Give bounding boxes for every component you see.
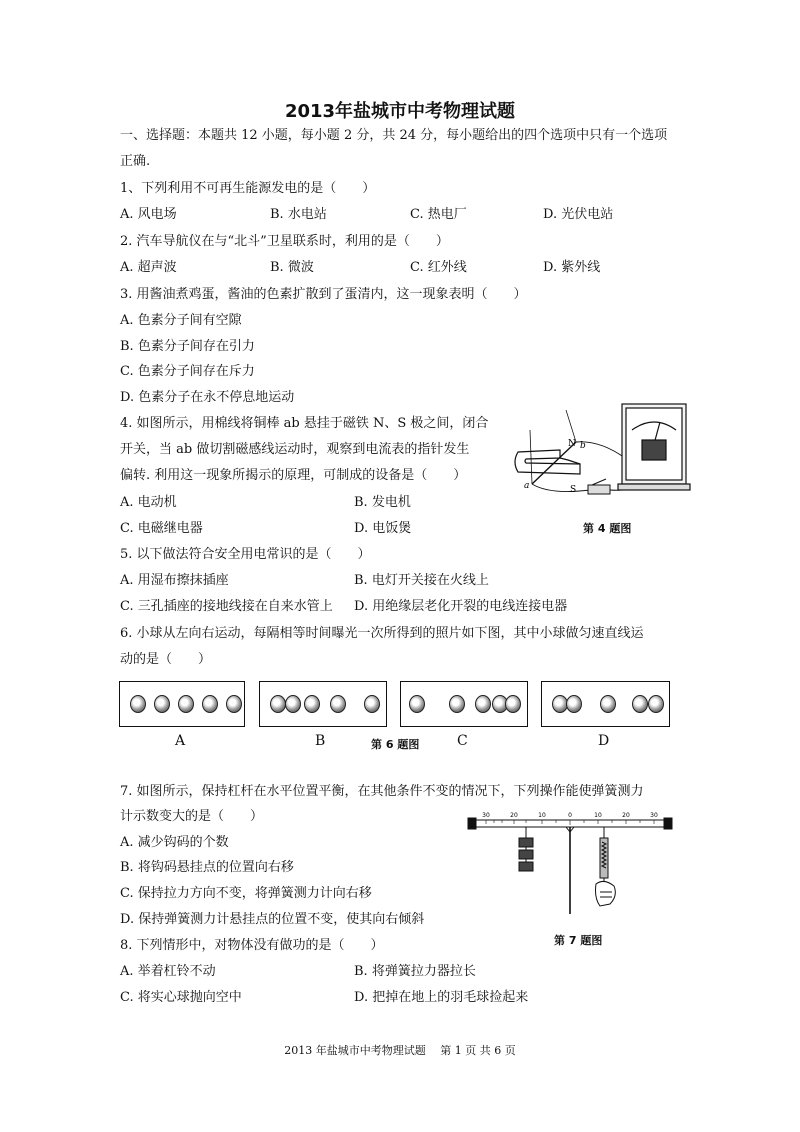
scale-label: 20 (510, 812, 518, 819)
ball (364, 695, 380, 713)
q7-stem-line-2: 计示数变大的是（ ） (120, 809, 264, 824)
q7-option-a: A. 减少钩码的个数 (120, 835, 229, 850)
ball (409, 695, 425, 713)
label-n: N (568, 439, 576, 449)
q3-option-a: A. 色素分子间有空隙 (120, 313, 242, 328)
q5-option-d: D. 用绝缘层老化开裂的电线连接电器 (354, 599, 568, 614)
q2-option-c: C. 红外线 (410, 260, 467, 275)
ball (600, 695, 616, 713)
q4-stem-line-3: 偏转. 利用这一现象所揭示的原理，可制成的设备是（ ） (120, 468, 467, 483)
q7-option-d: D. 保持弹簧测力计悬挂点的位置不变，使其向右倾斜 (120, 912, 425, 927)
q6-frame-d (541, 681, 670, 727)
q4-stem-line-1: 4. 如图所示，用棉线将铜棒 ab 悬挂于磁铁 N、S 极之间，闭合 (120, 416, 489, 431)
ball (178, 695, 194, 713)
q2-option-b: B. 微波 (270, 260, 314, 275)
q8-option-c: C. 将实心球抛向空中 (120, 990, 242, 1005)
ball (226, 695, 242, 713)
ball (154, 695, 170, 713)
spring-scale (596, 827, 616, 906)
q7-option-c: C. 保持拉力方向不变，将弹簧测力计向右移 (120, 886, 372, 901)
q2-option-a: A. 超声波 (120, 260, 177, 275)
q1-option-c: C. 热电厂 (410, 207, 467, 222)
q5-option-a: A. 用湿布擦抹插座 (120, 573, 229, 588)
q6-caption: 第 6 题图 (371, 738, 420, 751)
label-a: a (524, 481, 530, 491)
q3-stem: 3. 用酱油煮鸡蛋，酱油的色素扩散到了蛋清内，这一现象表明（ ） (120, 287, 527, 302)
q3-option-b: B. 色素分子间存在引力 (120, 339, 255, 354)
q4-option-b: B. 发电机 (354, 495, 411, 510)
q1-option-d: D. 光伏电站 (543, 207, 614, 222)
scale-label: 30 (482, 812, 490, 819)
ball (449, 695, 465, 713)
ball (285, 695, 301, 713)
q2-stem: 2. 汽车导航仪在与“北斗”卫星联系时，利用的是（ ） (120, 234, 449, 249)
q4-caption: 第 4 题图 (583, 522, 632, 535)
q6-label-d: D (598, 733, 610, 749)
q7-figure (466, 808, 676, 918)
q2-option-d: D. 紫外线 (543, 260, 601, 275)
q6-label-a: A (175, 733, 186, 749)
hook-weights (519, 827, 533, 871)
q1-stem: 1、下列利用不可再生能源发电的是（ ） (120, 181, 376, 196)
q5-option-c: C. 三孔插座的接地线接在自来水管上 (120, 599, 333, 614)
ball (330, 695, 346, 713)
section-intro-line-2: 正确. (120, 154, 151, 169)
q4-option-d: D. 电饭煲 (354, 521, 412, 536)
q5-stem: 5. 以下做法符合安全用电常识的是（ ） (120, 547, 371, 562)
ammeter (618, 404, 690, 490)
q8-option-d: D. 把掉在地上的羽毛球捡起来 (354, 990, 529, 1005)
ball (475, 695, 491, 713)
page-title: 2013年盐城市中考物理试题 (284, 101, 516, 122)
page-footer: 2013 年盐城市中考物理试题 第 1 页 共 6 页 (284, 1044, 516, 1057)
q8-stem: 8. 下列情形中，对物体没有做功的是（ ） (120, 938, 384, 953)
scale-label: 10 (594, 812, 602, 819)
q4-figure (510, 400, 700, 505)
q6-frame-a (119, 681, 245, 727)
label-b: b (580, 441, 586, 451)
q6-frame-c (400, 681, 528, 727)
ball (202, 695, 218, 713)
ball (648, 695, 664, 713)
ball (632, 695, 648, 713)
q6-stem-line-1: 6. 小球从左向右运动，每隔相等时间曝光一次所得到的照片如下图，其中小球做匀速直线运 (120, 626, 644, 641)
q1-option-a: A. 风电场 (120, 207, 177, 222)
ball (130, 695, 146, 713)
q3-option-c: C. 色素分子间存在斥力 (120, 364, 255, 379)
q1-option-b: B. 水电站 (270, 207, 327, 222)
q3-option-d: D. 色素分子在永不停息地运动 (120, 390, 295, 405)
q4-option-c: C. 电磁继电器 (120, 521, 203, 536)
q4-stem-line-2: 开关，当 ab 做切割磁感线运动时，观察到电流表的指针发生 (120, 442, 470, 457)
scale-label: 20 (622, 812, 630, 819)
q6-stem-line-2: 动的是（ ） (120, 652, 212, 667)
lever-bar (468, 818, 672, 914)
label-s: S (570, 485, 577, 495)
q5-option-b: B. 电灯开关接在火线上 (354, 573, 489, 588)
q8-option-a: A. 举着杠铃不动 (120, 964, 216, 979)
q6-label-b: B (315, 733, 326, 749)
ball (270, 695, 286, 713)
q7-caption: 第 7 题图 (554, 934, 603, 947)
q7-stem-line-1: 7. 如图所示，保持杠杆在水平位置平衡，在其他条件不变的情况下，下列操作能使弹簧测力 (120, 784, 644, 799)
q8-option-b: B. 将弹簧拉力器拉长 (354, 964, 476, 979)
scale-label: 10 (538, 812, 546, 819)
q6-label-c: C (457, 733, 468, 749)
q6-frame-b (259, 681, 387, 727)
switch (588, 479, 610, 494)
ball (304, 695, 320, 713)
ball (505, 695, 521, 713)
scale-label: 0 (568, 812, 572, 819)
section-intro-line-1: 一、选择题：本题共 12 小题，每小题 2 分，共 24 分，每小题给出的四个选项中只有一个选项 (120, 128, 668, 143)
scale-label: 30 (650, 812, 658, 819)
ball (566, 695, 582, 713)
q4-option-a: A. 电动机 (120, 495, 177, 510)
q7-option-b: B. 将钩码悬挂点的位置向右移 (120, 860, 294, 875)
horseshoe-magnet (515, 450, 580, 474)
